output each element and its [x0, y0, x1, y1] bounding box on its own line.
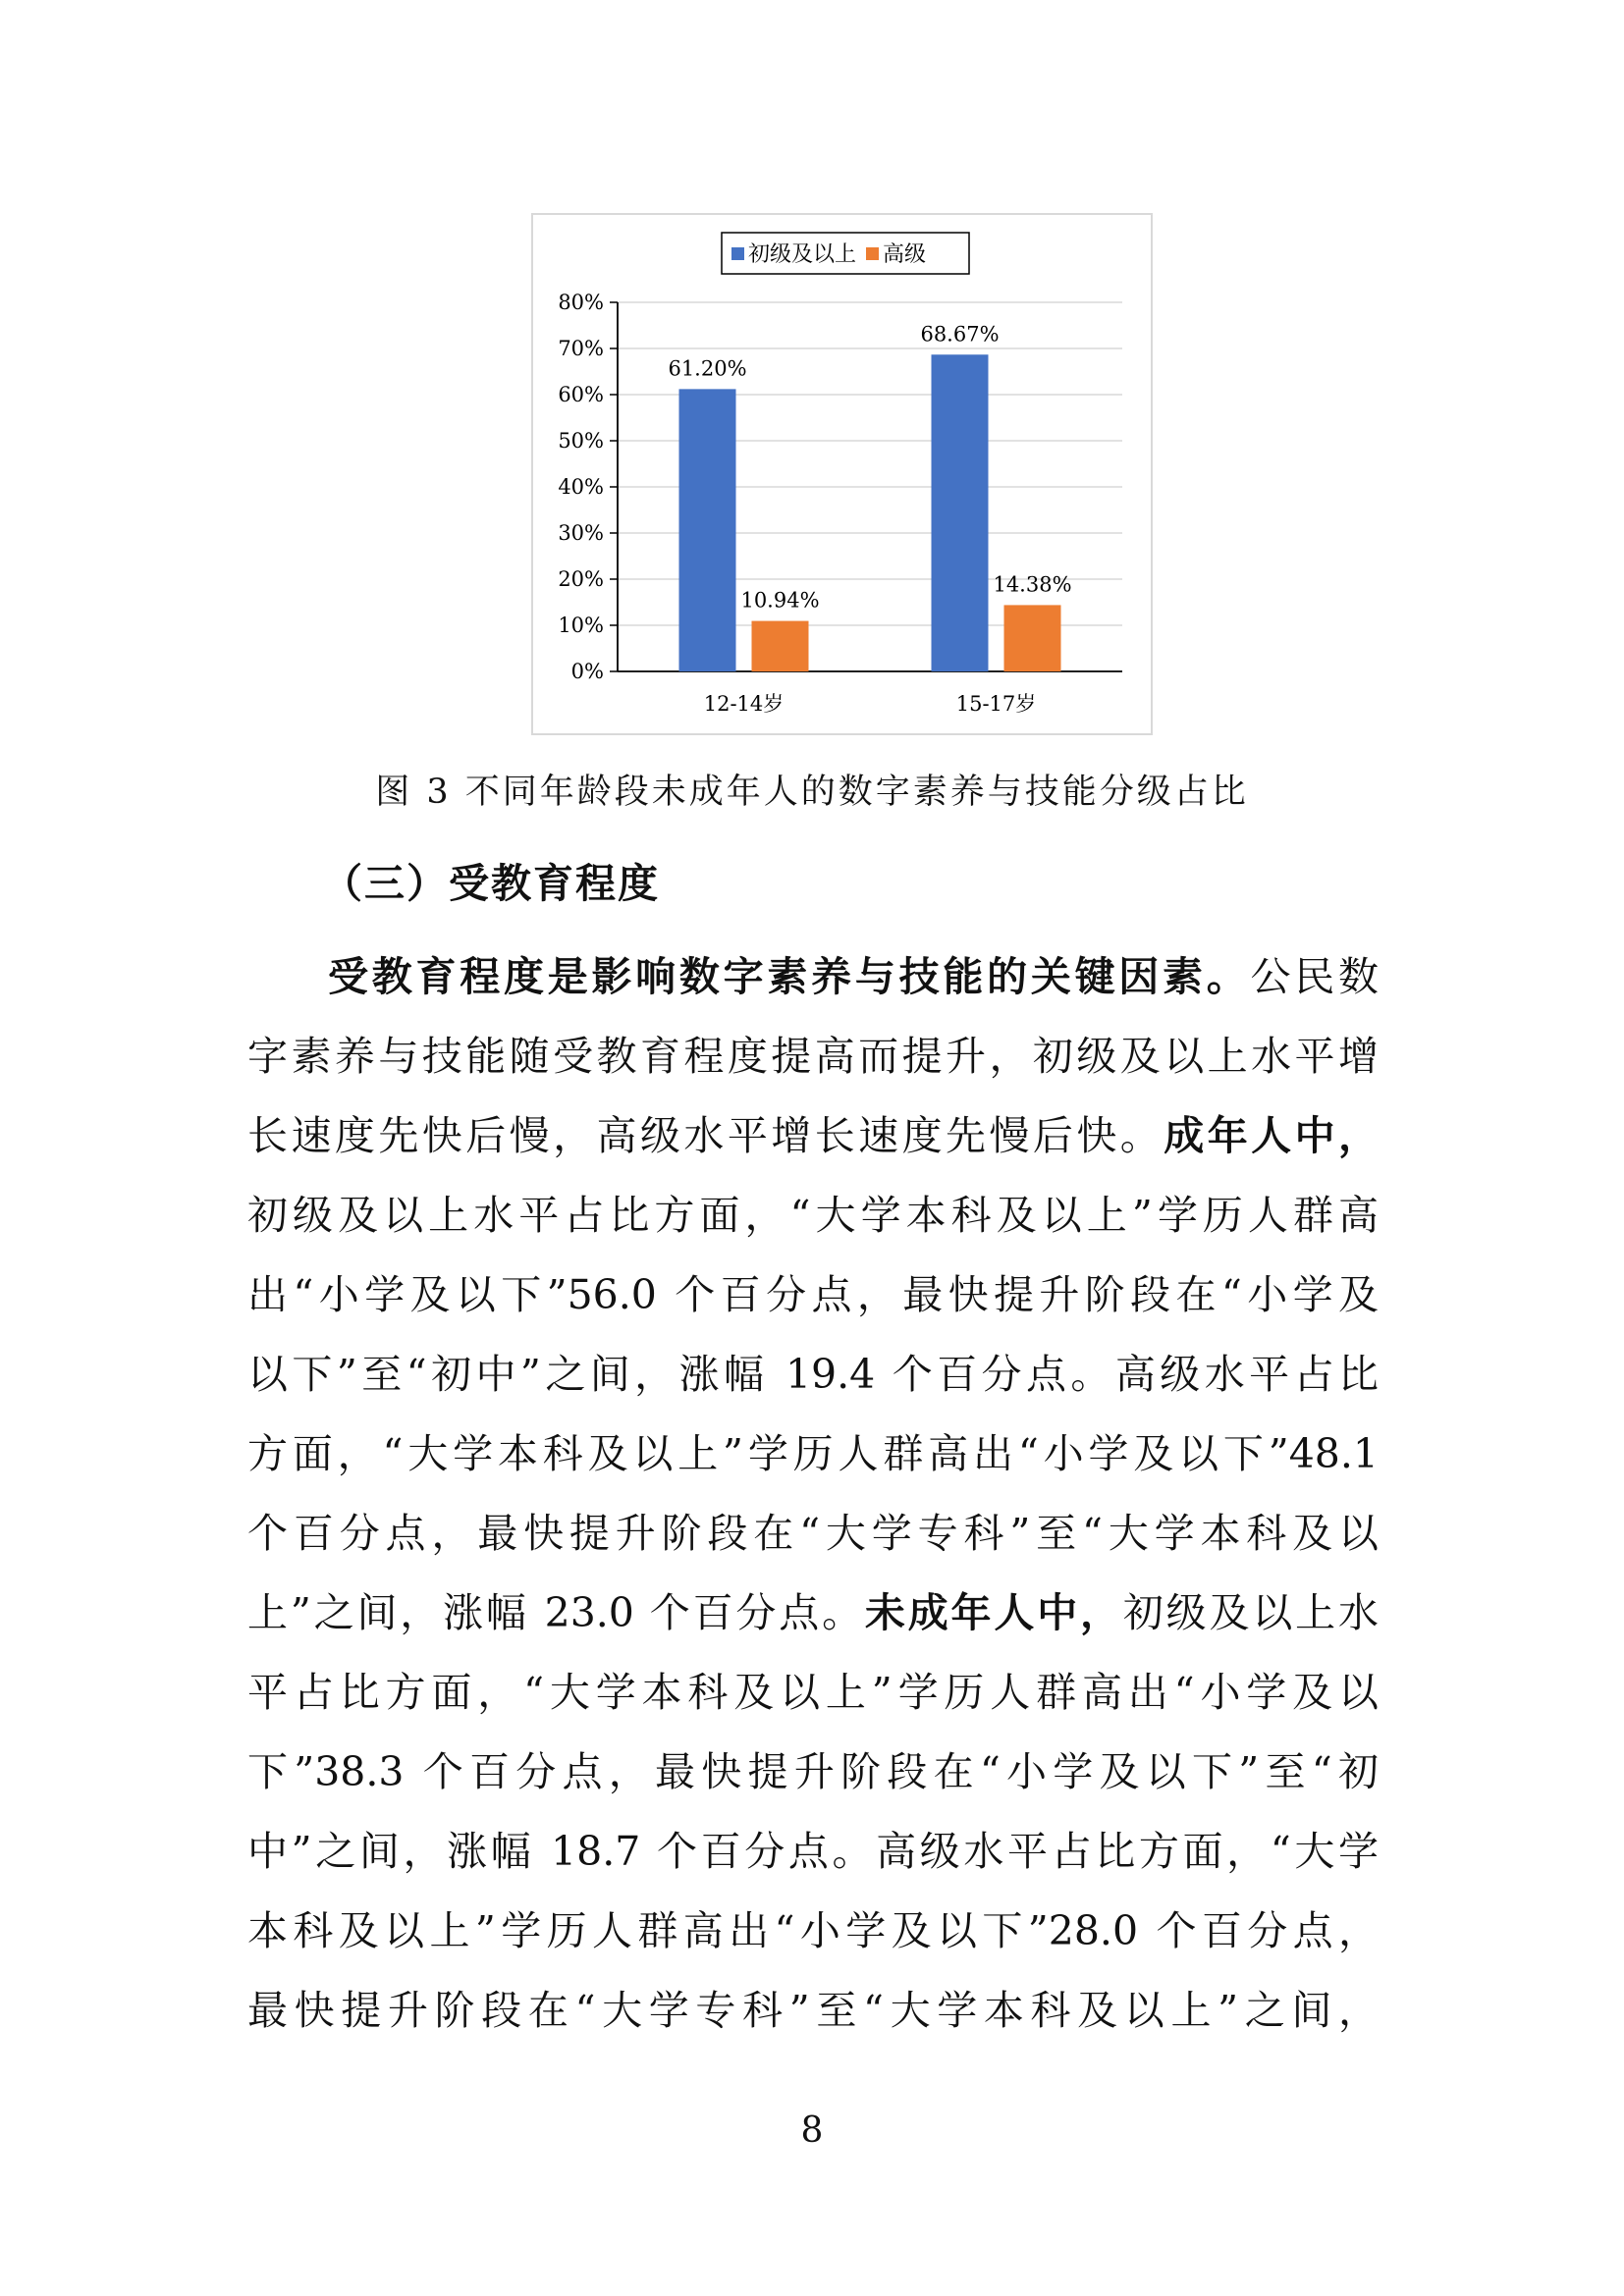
y-tick-label: 20%	[558, 567, 604, 591]
x-tick-label: 15-17岁	[955, 692, 1037, 716]
text-line	[247, 1335, 1379, 1415]
bar-advanced	[1004, 605, 1061, 671]
bold-text-run: 成年人中，	[1164, 1112, 1380, 1159]
y-tick-label: 40%	[558, 475, 604, 499]
page-number: 8	[800, 2110, 824, 2151]
bar-chart	[533, 215, 1155, 737]
section-heading: （三）受教育程度	[322, 860, 660, 907]
legend-label: 高级	[883, 242, 927, 267]
text-run: 上”之间，涨幅 23.0 个百分点。	[247, 1589, 865, 1636]
bar-advanced	[752, 621, 809, 671]
text-line	[247, 1176, 1379, 1255]
y-tick-label: 60%	[558, 383, 604, 406]
data-label: 68.67%	[920, 322, 1000, 347]
text-line	[247, 1733, 1379, 1812]
y-tick-label: 30%	[558, 521, 604, 545]
text-line	[247, 1574, 1379, 1653]
text-run: 中”之间，涨幅 18.7 个百分点。高级水平占比方面，“大学	[247, 1828, 1379, 1875]
y-tick-label: 80%	[558, 291, 604, 314]
text-line	[247, 1017, 1379, 1096]
text-line	[247, 1812, 1379, 1892]
text-run: 个百分点，最快提升阶段在“大学专科”至“大学本科及以	[247, 1510, 1379, 1557]
y-tick-label: 70%	[558, 337, 604, 360]
text-run: 方面，“大学本科及以上”学历人群高出“小学及以下”48.1	[247, 1430, 1379, 1477]
y-tick-label: 10%	[558, 614, 604, 637]
text-run: 本科及以上”学历人群高出“小学及以下”28.0 个百分点，	[247, 1907, 1379, 1954]
text-run: 以下”至“初中”之间，涨幅 19.4 个百分点。高级水平占比	[247, 1351, 1379, 1398]
text-line	[247, 1971, 1379, 2051]
text-line	[247, 937, 1379, 1017]
x-tick-label: 12-14岁	[703, 692, 785, 716]
text-line	[247, 1415, 1379, 1494]
text-line	[247, 1892, 1379, 1971]
figure-3-chart	[531, 213, 1153, 735]
data-label: 61.20%	[668, 356, 747, 381]
data-label: 10.94%	[740, 588, 820, 613]
text-run: 字素养与技能随受教育程度提高而提升，初级及以上水平增	[247, 1033, 1379, 1080]
text-run: 出“小学及以下”56.0 个百分点，最快提升阶段在“小学及	[247, 1271, 1379, 1318]
bar-basic	[679, 389, 736, 671]
text-run: 初级及以上水平占比方面，“大学本科及以上”学历人群高	[247, 1192, 1379, 1239]
y-tick-label: 50%	[558, 429, 604, 453]
text-run: 平占比方面，“大学本科及以上”学历人群高出“小学及以	[247, 1669, 1379, 1716]
text-run: 公民数	[1250, 953, 1380, 1000]
legend-swatch	[731, 247, 744, 260]
text-run: 长速度先快后慢，高级水平增长速度先慢后快。	[247, 1112, 1164, 1159]
bar-basic	[932, 354, 989, 671]
legend-label: 初级及以上	[748, 242, 857, 267]
y-tick-label: 0%	[570, 660, 604, 683]
text-run: 初级及以上水	[1122, 1589, 1379, 1636]
text-line	[247, 1096, 1379, 1176]
bold-text-run: 受教育程度是影响数字素养与技能的关键因素。	[328, 953, 1251, 1000]
figure-caption: 图 3 不同年龄段未成年人的数字素养与技能分级占比	[375, 773, 1249, 812]
data-label: 14.38%	[993, 572, 1072, 597]
text-line	[247, 1494, 1379, 1574]
text-line	[247, 1255, 1379, 1335]
text-line	[247, 1653, 1379, 1733]
body-paragraph	[247, 937, 1379, 2051]
bold-text-run: 未成年人中，	[864, 1589, 1123, 1636]
text-run: 最快提升阶段在“大学专科”至“大学本科及以上”之间，	[247, 1987, 1379, 2034]
text-run: 下”38.3 个百分点，最快提升阶段在“小学及以下”至“初	[247, 1748, 1379, 1795]
legend-swatch	[866, 247, 879, 260]
